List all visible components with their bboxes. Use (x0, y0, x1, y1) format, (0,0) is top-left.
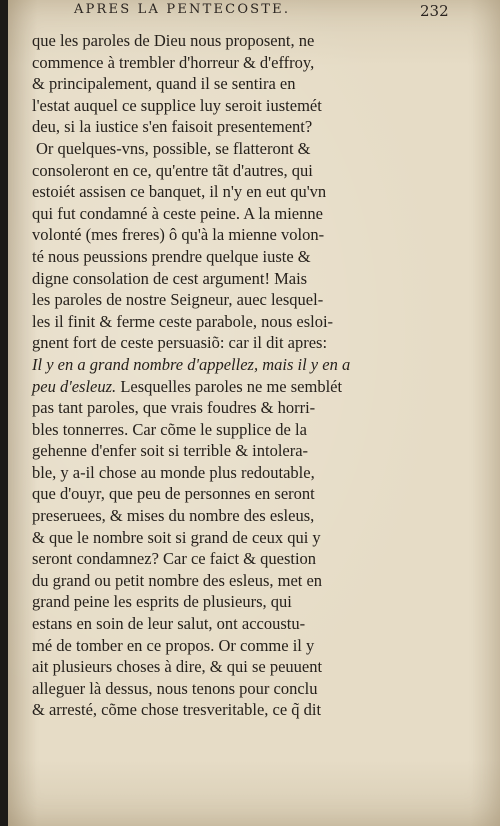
text-line: Or quelques-vns, possible, se flatteront & (36, 138, 311, 158)
page-number: 232 (420, 2, 449, 20)
text-line: consoleront en ce, qu'entre tãt d'autres, qui (32, 160, 313, 180)
text-line: seront condamnez? Car ce faict & question (32, 549, 317, 569)
text-line: estans en soin de leur salut, ont accoustu- (32, 614, 306, 634)
text-line: ble, y a-il chose au monde plus redoutable, (32, 462, 315, 482)
text-line: & principalement, quand il se sentira en (32, 74, 296, 94)
text-line: preseruees, & mises du nombre des esleus, (32, 506, 315, 526)
text-line: volonté (mes freres) ô qu'à la mienne volon- (32, 225, 325, 245)
text-line: que d'ouyr, que peu de personnes en seront (32, 484, 315, 504)
text-line: mé de tomber en ce propos. Or comme il y (32, 635, 315, 655)
text-line: que les paroles de Dieu nous proposent, ne (32, 31, 315, 50)
text-line: gnent fort de ceste persuasiõ: car il dit apres: (32, 333, 328, 353)
text-line: té nous peussions prendre quelque iuste & (32, 246, 311, 266)
text-line: alleguer là dessus, nous tenons pour conclu (32, 678, 318, 698)
text-line: Il y en a grand nombre d'appellez, mais il y en a (32, 354, 351, 374)
text-line: grand peine les esprits de plusieurs, qui (32, 592, 292, 612)
running-title: APRES LA PENTECOSTE. (74, 2, 291, 17)
text-line: estoiét assisen ce banquet, il n'y en eut qu'vn (32, 182, 327, 202)
text-line: digne consolation de cest argument! Mais (32, 268, 308, 288)
text-line: l'estat auquel ce supplice luy seroit iustemét (32, 95, 322, 115)
body-text (32, 30, 392, 721)
text-line: pas tant paroles, que vrais foudres & horri- (32, 398, 316, 418)
text-line: les il finit & ferme ceste parabole, nous esloi- (32, 311, 334, 331)
text-line: commence à trembler d'horreur & d'effroy, (32, 52, 315, 72)
text-line: & que le nombre soit si grand de ceux qui y (32, 527, 321, 547)
book-page (8, 0, 500, 826)
text-line: les paroles de nostre Seigneur, auec lesquel- (32, 290, 324, 310)
text-line: qui fut condamné à ceste peine. A la mienne (32, 203, 323, 223)
text-line: bles tonnerres. Car cõme le supplice de la (32, 419, 307, 439)
text-line: gehenne d'enfer soit si terrible & intolera- (32, 441, 309, 461)
text-line: du grand ou petit nombre des esleus, met en (32, 570, 323, 590)
text-line: deu, si la iustice s'en faisoit presentement? (32, 117, 313, 137)
text-line: peu d'esleuz. Lesquelles paroles ne me semblét (32, 376, 343, 396)
text-line: & arresté, cõme chose tresveritable, ce q̃ dit (32, 700, 322, 720)
text-line: ait plusieurs choses à dire, & qui se peuuent (32, 657, 323, 677)
